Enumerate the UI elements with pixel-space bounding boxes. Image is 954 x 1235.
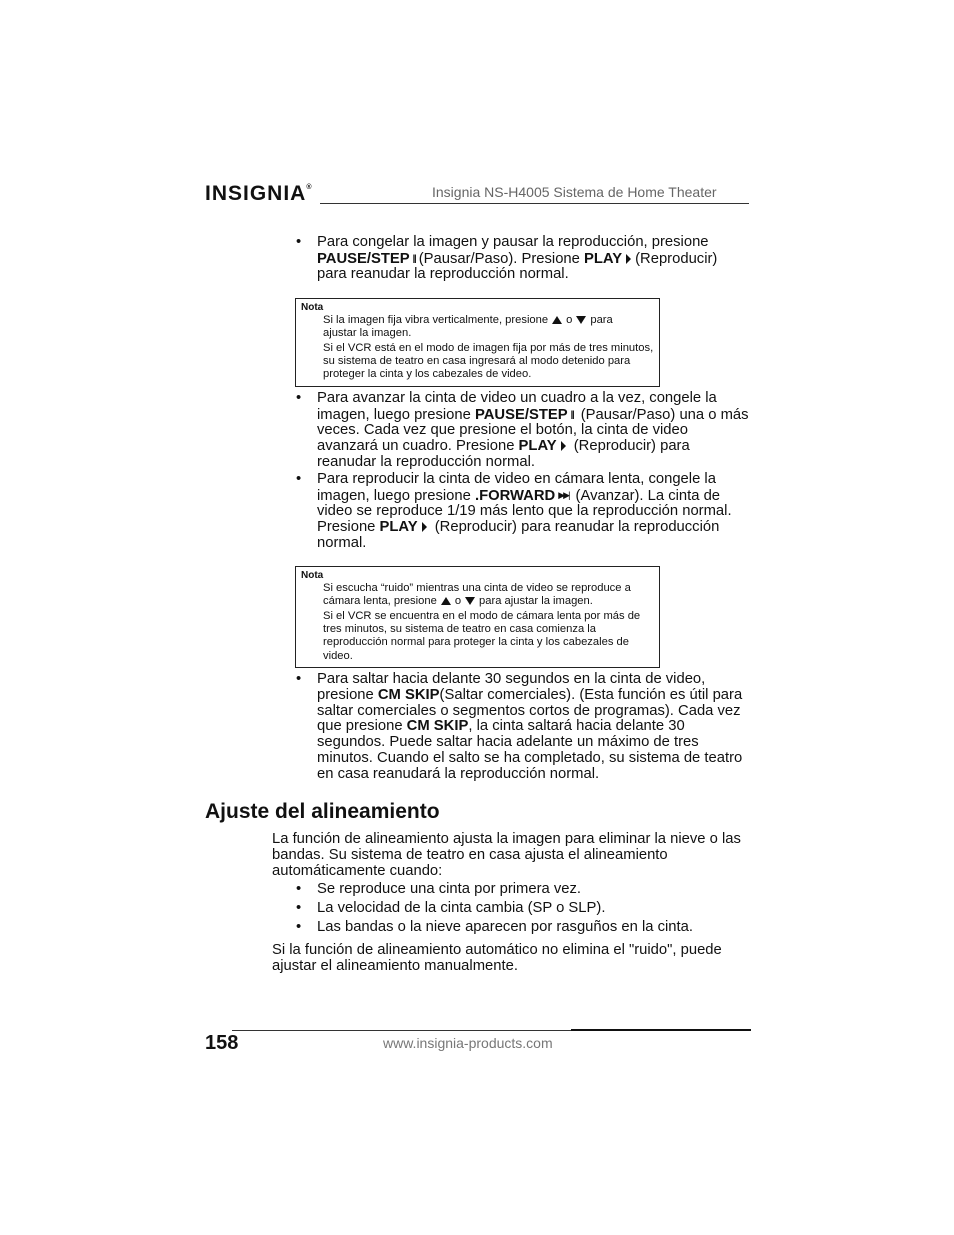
note-1-paragraph-1: Si la imagen fija vibra verticalmente, presione o para ajustar la imagen. [323, 314, 613, 340]
footer-url: www.insignia-products.com [383, 1035, 553, 1051]
play-icon [422, 522, 427, 532]
insignia-logo: INSIGNIA® [205, 182, 313, 205]
note-box-1 [295, 298, 660, 387]
play-icon [561, 441, 566, 451]
fast-forward-icon: ▶▶| [558, 489, 569, 500]
bullet-slow-motion-text: Para reproducir la cinta de video en cámara lenta, congele la imagen, luego presione .FORWARD ▶▶| (Avanzar). La cinta de video se reproduce 1/19 más lento que la reproducción normal. Presione PLAY (Reproducir) para reanudar la reproducción normal. [317, 471, 732, 551]
pause-icon: || [570, 408, 574, 419]
note-box-2 [295, 566, 660, 668]
bullet-pause-text: Para congelar la imagen y pausar la reproducción, presione PAUSE/STEP || (Pausar/Paso). Presione PLAY (Reproducir) para reanudar la reproducción normal. [317, 234, 718, 283]
play-icon [626, 254, 631, 264]
bullet-dot: • [296, 234, 302, 250]
list-item-text: La velocidad de la cinta cambia (SP o SLP). [317, 900, 606, 916]
pause-icon: || [412, 252, 416, 263]
bullet-dot: • [296, 390, 302, 406]
section-outro: Si la función de alineamiento automático no elimina el "ruido", puede ajustar el alineamiento manualmente. [272, 942, 722, 974]
bullet-pause [296, 235, 750, 285]
up-arrow-icon [552, 316, 562, 324]
bullet-dot: • [296, 671, 302, 687]
page-number: 158 [205, 1032, 239, 1054]
note-label: Nota [301, 302, 324, 313]
bullet-cm-skip-text: Para saltar hacia delante 30 segundos en la cinta de video, presione CM SKIP(Saltar comerciales). (Esta función es útil para saltar comerciales o segmentos cortos de programas). Cada vez que presione CM SKIP, la cinta saltará hacia delante 30 segundos. Puede saltar hacia adelante un máximo de tres minutos. Cuando el salto se ha completado, su sistema de teatro en casa reanudará la reproducción normal. [317, 671, 743, 782]
note-2-paragraph-2: Si el VCR se encuentra en el modo de cámara lenta por más de tres minutos, su sistema de teatro en casa comienza la reproducción normal para proteger la cinta y los cabezales de video. [323, 610, 641, 662]
bullet-dot: • [296, 881, 302, 897]
section-intro: La función de alineamiento ajusta la imagen para eliminar la nieve o las bandas. Su sistema de teatro en casa ajusta el alineamiento automáticamente cuando: [272, 831, 741, 879]
header-title: Insignia NS-H4005 Sistema de Home Theater [432, 184, 717, 200]
down-arrow-icon [576, 316, 586, 324]
up-arrow-icon [441, 597, 451, 605]
list-item-text: Las bandas o la nieve aparecen por rasguños en la cinta. [317, 919, 693, 935]
bullet-frame-advance [296, 391, 750, 471]
bullet-dot: • [296, 919, 302, 935]
note-label: Nota [301, 570, 324, 581]
note-1-paragraph-2: Si el VCR está en el modo de imagen fija por más de tres minutos, su sistema de teatro en casa ingresará al modo detenido para proteger la cinta y los cabezales de video. [323, 342, 654, 381]
header-rule [320, 203, 749, 204]
list-item-text: Se reproduce una cinta por primera vez. [317, 881, 582, 897]
bullet-dot: • [296, 471, 302, 487]
section-title: Ajuste del alineamiento [205, 800, 440, 823]
bullet-dot: • [296, 900, 302, 916]
bullet-frame-advance-text: Para avanzar la cinta de video un cuadro a la vez, congele la imagen, luego presione PAUSE/STEP || (Pausar/Paso) una o más veces. Cada vez que presione el botón, la cinta de video avanzará un cuadro. Presione PLAY (Reproducir) para reanudar la reproducción normal. [317, 390, 749, 470]
footer-rule-bold [571, 1029, 751, 1031]
bullet-cm-skip [296, 672, 750, 784]
down-arrow-icon [465, 597, 475, 605]
bullet-slow-motion [296, 472, 750, 552]
footer-rule [232, 1030, 571, 1031]
note-2-paragraph-1: Si escucha “ruido” mientras una cinta de video se reproduce a cámara lenta, presione o para ajustar la imagen. [323, 582, 631, 608]
